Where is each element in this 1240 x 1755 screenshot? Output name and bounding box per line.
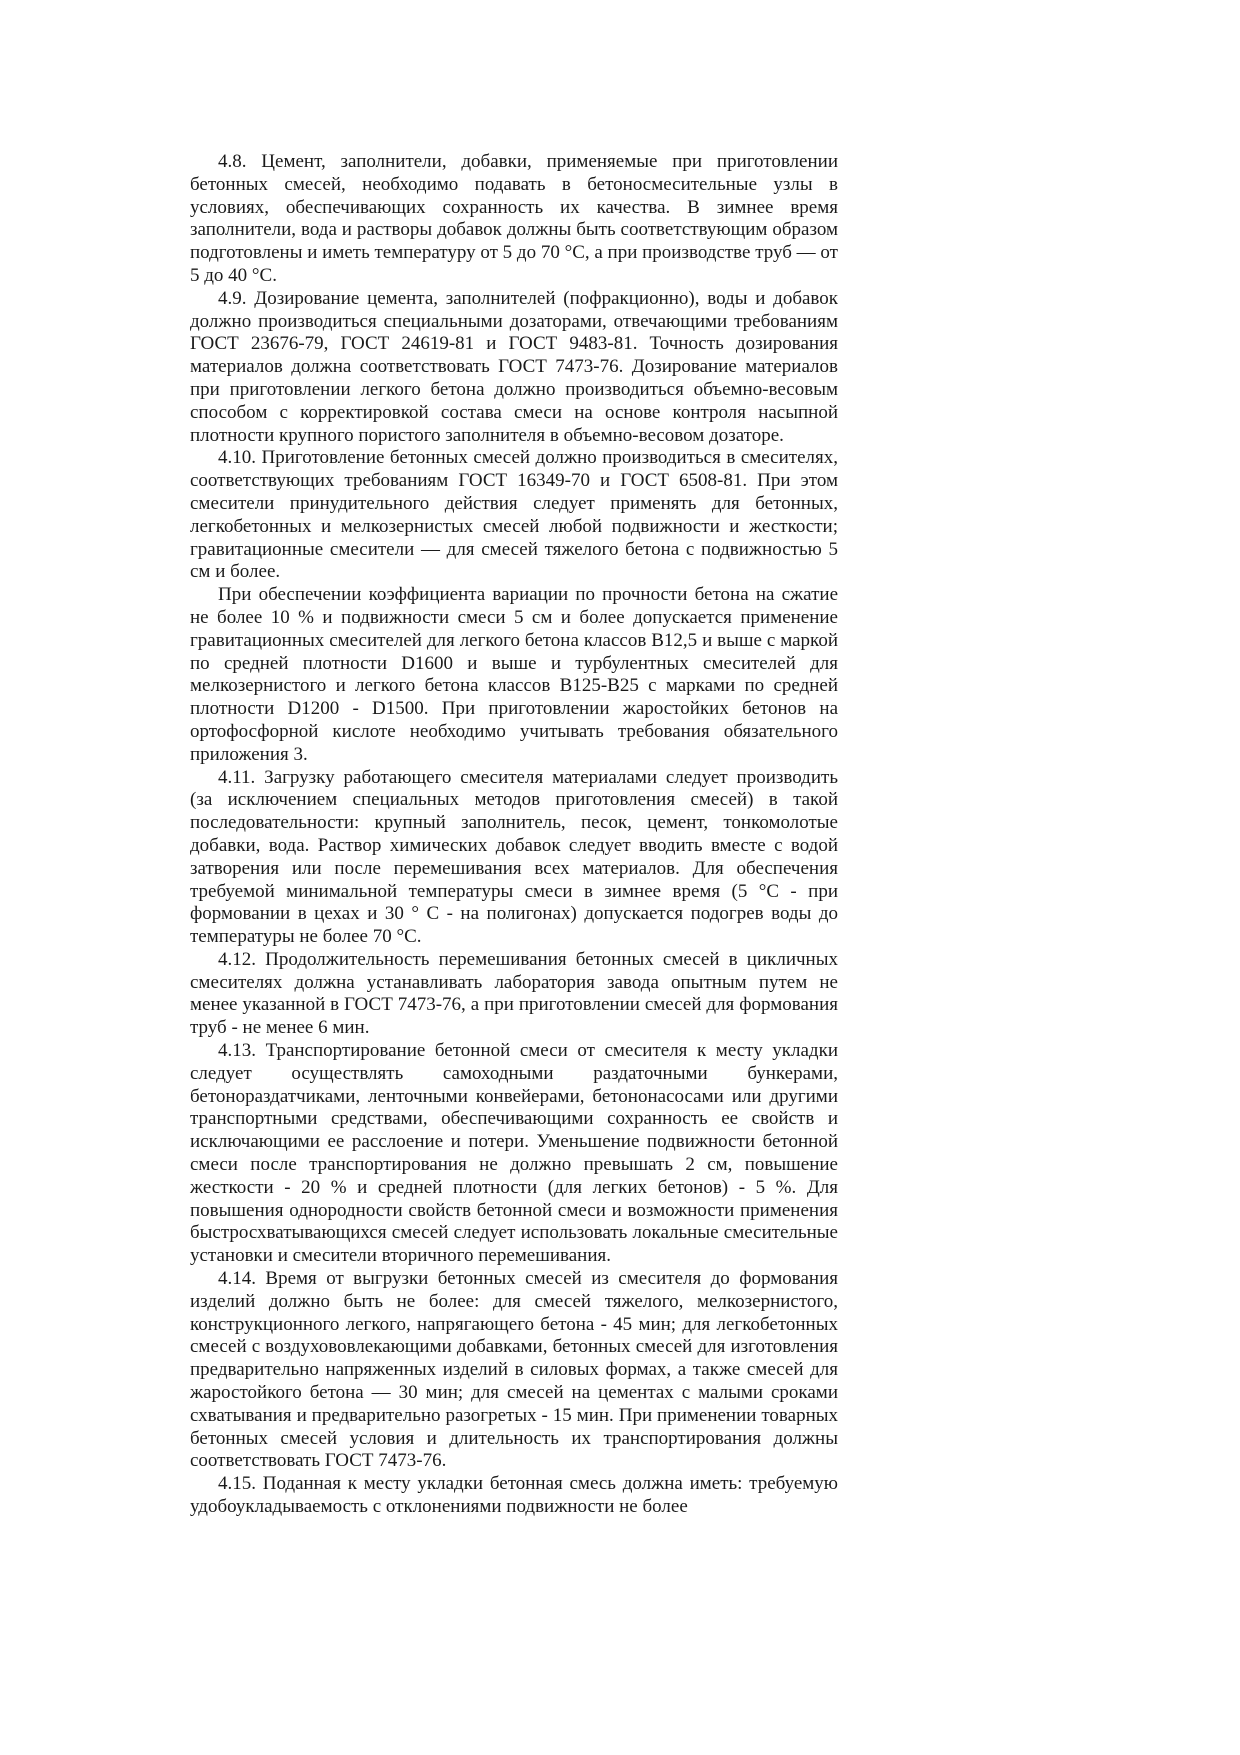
document-page [190,151,838,1519]
paragraph-4-14: 4.14. Время от выгрузки бетонных смесей из смесителя до формования изделий должно быть не более: для смесей тяжелого, мелкозернистого, конструкционного легкого, напрягающего бетона - 45 мин; для легкобетонных смесей с воздухововлекающими добавками, бетонных смесей для изготовления предварительно напряженных изделий в силовых формах, а также смесей для жаростойкого бетона — 30 мин; для смесей на цементах с малыми сроками схватывания и предварительно разогретых - 15 мин. При применении товарных бетонных смесей условия и длительность их транспортирования должны соответствовать ГОСТ 7473-76. [190,1268,838,1472]
paragraph-4-12: 4.12. Продолжительность перемешивания бетонных смесей в цикличных смесителях должна устанавливать лаборатория завода опытным путем не менее указанной в ГОСТ 7473-76, а при приготовлении смесей для формования труб - не менее 6 мин. [190,948,838,1039]
paragraph-4-10: 4.10. Приготовление бетонных смесей должно производиться в смесителях, соответствующих требованиям ГОСТ 16349-70 и ГОСТ 6508-81. При этом смесители принудительного действия следует применять для бетонных, легкобетонных и мелкозернистых смесей любой подвижности и жесткости; гравитационные смесители — для смесей тяжелого бетона с подвижностью 5 см и более. [190,447,838,583]
paragraph-4-10-continued: При обеспечении коэффициента вариации по прочности бетона на сжатие не более 10 % и подвижности смеси 5 см и более допускается применение гравитационных смесителей для легкого бетона классов В12,5 и выше с маркой по средней плотности D1600 и выше и турбулентных смесителей для мелкозернистого и легкого бетона классов В125-В25 с марками по средней плотности D1200 - D1500. При приготовлении жаростойких бетонов на ортофосфорной кислоте необходимо учитывать требования обязательного приложения 3. [190,584,838,765]
paragraph-4-13: 4.13. Транспортирование бетонной смеси от смесителя к месту укладки следует осуществлять самоходными раздаточными бункерами, бетонораздатчиками, ленточными конвейерами, бетононасосами или другими транспортными средствами, обеспечивающими сохранность ее свойств и исключающими ее расслоение и потери. Уменьшение подвижности бетонной смеси после транспортирования не должно превышать 2 см, повышение жесткости - 20 % и средней плотности (для легких бетонов) - 5 %. Для повышения однородности свойств бетонной смеси и возможности применения быстросхватывающихся смесей следует использовать локальные смесительные установки и смесители вторичного перемешивания. [190,1040,838,1267]
paragraph-4-11: 4.11. Загрузку работающего смесителя материалами следует производить (за исключением специальных методов приготовления смесей) в такой последовательности: крупный заполнитель, песок, цемент, тонкомолотые добавки, вода. Раствор химических добавок следует вводить вместе с водой затворения или после перемешивания всех материалов. Для обеспечения требуемой минимальной температуры смеси в зимнее время (5 °С - при формовании в цехах и 30 ° С - на полигонах) допускается подогрев воды до температуры не более 70 °С. [190,766,838,948]
paragraph-4-8: 4.8. Цемент, заполнители, добавки, применяемые при приготовлении бетонных смесей, необходимо подавать в бетоносмесительные узлы в условиях, обеспечивающих сохранность их качества. В зимнее время заполнители, вода и растворы добавок должны быть соответствующим образом подготовлены и иметь температуру от 5 до 70 °С, а при производстве труб — от 5 до 40 °С. [190,151,838,286]
paragraph-4-9: 4.9. Дозирование цемента, заполнителей (пофракционно), воды и добавок должно производиться специальными дозаторами, отвечающими требованиям ГОСТ 23676-79, ГОСТ 24619-81 и ГОСТ 9483-81. Точность дозирования материалов должна соответствовать ГОСТ 7473-76. Дозирование материалов при приготовлении легкого бетона должно производиться объемно-весовым способом с корректировкой состава смеси на основе контроля насыпной плотности крупного пористого заполнителя в объемно-весовом дозаторе. [190,287,838,446]
paragraph-4-15: 4.15. Поданная к месту укладки бетонная смесь должна иметь: требуемую удобоукладываемость с отклонениями подвижности не более [190,1473,838,1518]
